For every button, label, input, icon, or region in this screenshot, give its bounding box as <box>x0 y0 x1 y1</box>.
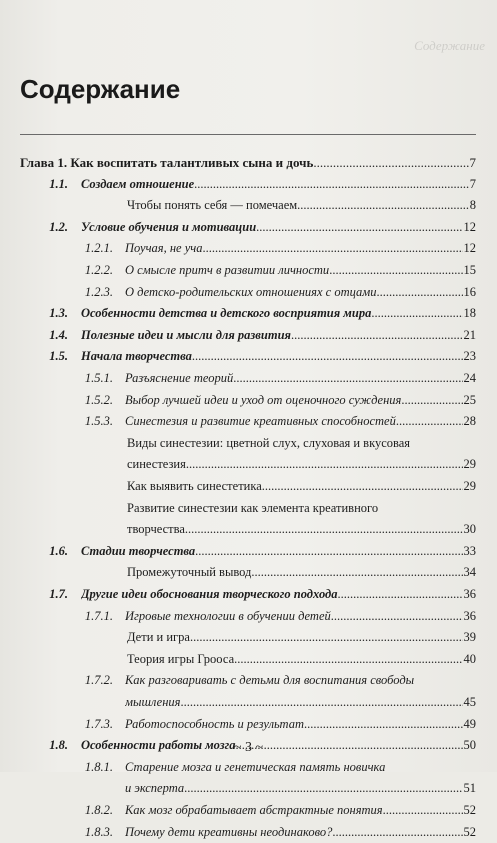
toc-entry-title <box>81 303 476 325</box>
dot-leader <box>401 390 462 412</box>
toc-page-number: 21 <box>463 327 476 342</box>
dot-leader <box>184 778 462 800</box>
toc-entry-title <box>125 390 476 412</box>
toc-entry-text: Промежуточный вывод <box>127 565 252 580</box>
toc-page-number: 23 <box>463 349 476 364</box>
toc-entry-text: Теория игры Грооса <box>127 651 235 666</box>
toc-entry-title <box>127 649 476 671</box>
toc-entry[interactable] <box>20 303 476 325</box>
toc-entry-number: 1.6. <box>49 543 68 558</box>
toc-entry-number: 1.7. <box>49 587 68 601</box>
toc-entry[interactable] <box>20 757 476 800</box>
toc-page-number: 15 <box>463 263 476 277</box>
toc-entry-text: Создаем отношение <box>81 176 195 191</box>
toc-page-number: 25 <box>463 392 476 407</box>
toc-page-number: 30 <box>463 522 476 537</box>
dot-leader <box>192 346 463 368</box>
toc-entry[interactable] <box>20 411 476 433</box>
toc-entry-number: 1.4. <box>49 327 68 342</box>
toc-entry-title <box>127 627 476 649</box>
toc-entry-text: О смысле притч в развитии личности <box>125 263 330 277</box>
toc-entry-text: мышления <box>125 694 181 709</box>
toc-page-number: 50 <box>463 738 476 753</box>
toc-page-number: 12 <box>463 241 476 256</box>
toc-entry-text: Стадии творчества <box>81 543 196 558</box>
toc-page-number: 29 <box>463 457 476 472</box>
toc-entry-text: Особенности работы мозга <box>81 738 236 753</box>
toc-entry[interactable] <box>20 822 476 843</box>
toc-entry-text: Как мозг обрабатывает абстрактные понятия <box>125 803 383 817</box>
toc-entry-title <box>81 325 476 347</box>
toc-entry-text: Старение мозга и генетическая память новичка <box>125 759 386 774</box>
toc-entry[interactable] <box>20 346 476 368</box>
toc-entry-text: и эксперта <box>125 781 185 796</box>
toc-entry-title <box>125 800 476 822</box>
dot-leader <box>262 476 463 498</box>
toc-entry-number: 1.5.3. <box>84 414 113 429</box>
toc-page-number: 52 <box>463 803 476 817</box>
toc-entry[interactable] <box>20 282 476 304</box>
title-rule <box>20 134 476 135</box>
toc-page-number: 51 <box>463 781 476 796</box>
dot-leader <box>202 238 462 260</box>
toc-entry-text: Начала творчества <box>81 349 192 364</box>
toc-entry-number: 1.8.3. <box>84 824 113 839</box>
toc-entry-number: 1.5. <box>49 349 68 364</box>
toc-entry[interactable] <box>20 433 476 476</box>
toc-entry-number: 1.5.1. <box>84 371 113 385</box>
toc-page-number: 7 <box>469 176 476 191</box>
toc-entry[interactable] <box>20 541 476 563</box>
toc-entry-title <box>125 260 476 282</box>
toc-page-number: 24 <box>463 371 476 385</box>
toc-page-number: 39 <box>463 630 476 645</box>
toc-entry[interactable] <box>20 714 476 736</box>
toc-entry-number: 1.1. <box>49 176 68 191</box>
toc-entry-text: синестезия <box>127 457 186 472</box>
toc-entry-text: Разъяснение теорий <box>125 371 234 385</box>
toc-entry-title <box>125 368 476 390</box>
dot-leader <box>194 174 469 196</box>
toc-entry[interactable] <box>20 627 476 649</box>
toc-entry[interactable] <box>20 390 476 412</box>
toc-entry-text: Глава 1. Как воспитать талантливых сына и дочь <box>20 155 314 170</box>
toc-entry[interactable] <box>20 649 476 671</box>
toc-entry-number: 1.8.2. <box>84 803 113 817</box>
dot-leader <box>371 303 462 325</box>
dot-leader <box>329 260 462 282</box>
toc-entry-text: Синестезия и развитие креативных способностей <box>125 414 396 429</box>
toc-entry-number: 1.7.3. <box>84 716 113 731</box>
toc-entry[interactable] <box>20 238 476 260</box>
toc-entry-title <box>81 217 476 239</box>
toc-page-number: 52 <box>463 824 476 839</box>
toc-entry-text: Игровые технологии в обучении детей <box>125 608 331 623</box>
toc-page-number: 34 <box>463 565 476 580</box>
toc-entry[interactable] <box>20 368 476 390</box>
toc-entry-title <box>127 195 476 217</box>
toc-entry-text: Условие обучения и мотивации <box>81 219 257 234</box>
dot-leader <box>331 606 463 628</box>
toc-page-number: 16 <box>463 284 476 299</box>
toc-page-number: 49 <box>463 716 476 731</box>
toc-entry-title <box>81 346 476 368</box>
toc-entry-title <box>127 562 476 584</box>
toc-entry-text: Почему дети креативны неодинаково? <box>125 824 333 839</box>
toc-page-number: 12 <box>463 219 476 234</box>
toc-entry[interactable] <box>20 325 476 347</box>
toc-page-number: 8 <box>469 198 476 213</box>
toc-page-number: 29 <box>463 479 476 493</box>
dot-leader <box>291 325 463 347</box>
toc-entry-title <box>125 670 476 713</box>
toc-entry[interactable] <box>20 670 476 713</box>
toc-page-number: 40 <box>463 651 476 666</box>
toc-entry-title <box>125 411 476 433</box>
toc-entry-text: Выбор лучшей идеи и уход от оценочного суждения <box>125 392 402 407</box>
dot-leader <box>256 217 462 239</box>
toc-entry-number: 1.5.2. <box>84 392 113 407</box>
toc-entry-title <box>125 606 476 628</box>
toc-entry-title <box>81 584 476 606</box>
toc-entry-number: 1.2.3. <box>84 284 113 299</box>
toc-entry[interactable] <box>20 800 476 822</box>
dot-leader <box>190 627 463 649</box>
toc-entry-title <box>125 757 476 800</box>
toc-entry[interactable] <box>20 260 476 282</box>
dot-leader <box>186 454 463 476</box>
toc-entry[interactable] <box>20 476 476 498</box>
toc-entry-text: О детско-родительских отношениях с отцами <box>125 284 377 299</box>
toc-entry-title <box>125 238 476 260</box>
toc-entry-number: 1.3. <box>49 306 68 321</box>
toc-entry-text: Чтобы понять себя — помечаем <box>127 198 298 213</box>
toc-entry-title <box>125 714 476 736</box>
dot-leader <box>180 692 462 714</box>
toc-page-number: 28 <box>463 414 476 429</box>
toc-entry-number: 1.7.2. <box>84 673 113 688</box>
toc-entry-text: Поучая, не уча <box>125 241 203 256</box>
toc-entry-title <box>127 498 476 541</box>
toc-entry-title <box>81 174 476 196</box>
dot-leader <box>251 562 462 584</box>
dot-leader <box>195 541 462 563</box>
toc-entry-text: Как выявить синестетика <box>127 479 262 493</box>
page-number: ~ 3 ~ <box>233 740 264 755</box>
running-head-bleedthrough: Содержание <box>414 38 485 53</box>
toc-entry-title <box>127 476 476 498</box>
dot-leader <box>185 519 463 541</box>
toc-entry[interactable] <box>20 195 476 217</box>
toc-entry[interactable] <box>20 217 476 239</box>
dot-leader <box>304 714 463 736</box>
toc-entry-text: Дети и игра <box>127 630 190 645</box>
toc-entry[interactable] <box>20 584 476 606</box>
dot-leader <box>396 411 463 433</box>
toc-entry-number: 1.2. <box>49 219 68 234</box>
toc-entry-title <box>81 541 476 563</box>
toc-entry-text: творчества <box>127 522 185 537</box>
toc-entry-text: Полезные идеи и мысли для развития <box>81 327 291 342</box>
toc-entry-title <box>125 822 476 843</box>
toc-entry-text: Особенности детства и детского восприятия мира <box>81 306 372 321</box>
toc-entry-text: Виды синестезии: цветной слух, слуховая и вкусовая <box>127 435 411 450</box>
dot-leader <box>313 152 468 174</box>
dot-leader <box>338 584 463 606</box>
toc-entry-number: 1.7.1. <box>84 608 113 623</box>
toc-entry[interactable] <box>20 152 476 174</box>
toc-entry[interactable] <box>20 606 476 628</box>
toc-entry-title <box>127 433 476 476</box>
dot-leader <box>233 368 462 390</box>
toc-entry-number: 1.2.2. <box>84 263 113 277</box>
toc-page-number: 36 <box>463 608 476 623</box>
page-title: Содержание <box>20 74 181 104</box>
toc-entry[interactable] <box>20 562 476 584</box>
toc-entry-number: 1.8. <box>49 738 68 753</box>
dot-leader <box>234 649 462 671</box>
chapter-title <box>20 152 476 174</box>
toc-entry-text: Как разговаривать с детьми для воспитания свободы <box>125 673 415 688</box>
dot-leader <box>332 822 462 843</box>
toc-page-number: 7 <box>469 155 476 170</box>
dot-leader <box>376 282 462 304</box>
toc-entry-text: Другие идеи обоснования творческого подхода <box>81 587 338 601</box>
toc-entry-number: 1.2.1. <box>84 241 113 256</box>
toc-entry-text: Работоспособность и результат <box>125 716 304 731</box>
toc-entry[interactable] <box>20 174 476 196</box>
dot-leader <box>383 800 463 822</box>
toc-entry-title <box>125 282 476 304</box>
toc-entry-text: Развитие синестезии как элемента креативного <box>127 500 379 515</box>
toc-page-number: 36 <box>463 587 476 601</box>
toc-entry[interactable] <box>20 498 476 541</box>
dot-leader <box>297 195 469 217</box>
toc-entry-number: 1.8.1. <box>84 759 113 774</box>
toc-page-number: 33 <box>463 543 476 558</box>
toc-page-number: 18 <box>463 306 476 321</box>
toc-page-number: 45 <box>463 694 476 709</box>
